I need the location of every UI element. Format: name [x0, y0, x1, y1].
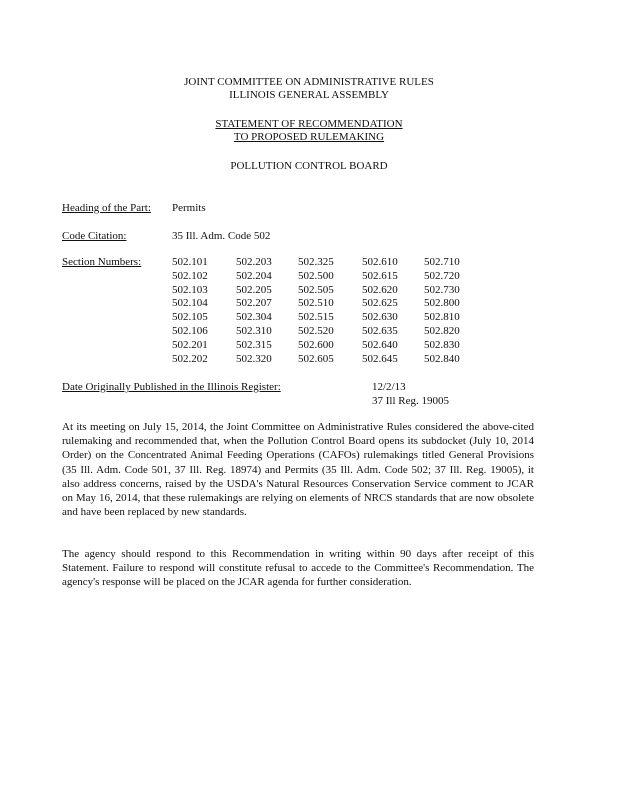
section-number: 502.204: [236, 269, 272, 282]
section-number: 502.103: [172, 283, 208, 296]
section-number: 502.520: [298, 324, 334, 337]
section-number: 502.207: [236, 297, 272, 310]
date-published-label: Date Originally Published in the Illinois Register:: [62, 381, 281, 393]
section-number: 502.510: [298, 297, 334, 310]
section-number: 502.304: [236, 311, 272, 324]
section-number: 502.710: [424, 256, 460, 268]
section-number: 502.505: [298, 283, 334, 296]
section-number: 502.205: [236, 283, 272, 296]
assembly-title: ILLINOIS GENERAL ASSEMBLY: [229, 89, 389, 101]
section-number: 502.635: [362, 324, 398, 337]
heading-of-part-label: Heading of the Part:: [62, 202, 151, 214]
section-number: 502.104: [172, 297, 208, 310]
statement-title: STATEMENT OF RECOMMENDATION: [215, 118, 403, 130]
section-number: 502.610: [362, 256, 398, 268]
section-number: 502.630: [362, 311, 398, 324]
section-number: 502.203: [236, 256, 272, 268]
section-number: 502.515: [298, 311, 334, 324]
agency-name: POLLUTION CONTROL BOARD: [230, 160, 388, 172]
section-number: 502.500: [298, 269, 334, 282]
section-number: 502.625: [362, 297, 398, 310]
section-number: 502.325: [298, 256, 334, 268]
heading-of-part-value: Permits: [172, 202, 206, 214]
section-number: 502.315: [236, 338, 272, 351]
section-number: 502.615: [362, 269, 398, 282]
section-number: 502.620: [362, 283, 398, 296]
section-number: 502.830: [424, 338, 460, 351]
response-paragraph: The agency should respond to this Recommendation in writing within 90 days after receipt of this Statement. Failure to respond will constitute refusal to accede to the Committee's Recommendation. The agency's response will be placed on the JCAR agenda for further consideration.: [62, 548, 534, 589]
section-number: 502.105: [172, 311, 208, 324]
section-number: 502.101: [172, 256, 208, 268]
section-number: 502.730: [424, 283, 460, 296]
section-number: 502.320: [236, 352, 272, 365]
statement-subtitle: TO PROPOSED RULEMAKING: [233, 131, 385, 143]
section-number: 502.605: [298, 352, 334, 365]
section-number: 502.102: [172, 269, 208, 282]
section-number: 502.820: [424, 324, 460, 337]
date-published-value: 12/2/13: [372, 381, 406, 393]
section-numbers-label: Section Numbers:: [62, 256, 142, 268]
code-citation-value: 35 Ill. Adm. Code 502: [172, 230, 271, 242]
committee-title: JOINT COMMITTEE ON ADMINISTRATIVE RULES: [184, 76, 434, 88]
code-citation-label: Code Citation:: [62, 230, 127, 242]
section-number: 502.600: [298, 338, 334, 351]
section-number: 502.106: [172, 324, 208, 337]
section-number: 502.810: [424, 311, 460, 324]
recommendation-paragraph: At its meeting on July 15, 2014, the Joint Committee on Administrative Rules considered the above-cited rulemaking and recommended that, when the Pollution Control Board opens its subdocket (July 10, 2014 Order) on the Concentrated Animal Feeding Operations (CAFOs) rulemakings titled General Provisions (35 Ill. Adm. Code 501, 37 Ill. Reg. 18974) and Permits (35 Ill. Adm. Code 502; 37 Ill. Reg. 19005), it also address concerns, raised by the USDA's Natural Resources Conservation Service comment to JCAR on May 16, 2014, that these rulemakings are relying on elements of NRCS standards that are now obsolete and have been replaced by new standards.: [62, 421, 534, 519]
section-number: 502.800: [424, 297, 460, 310]
section-number: 502.840: [424, 352, 460, 365]
section-number: 502.202: [172, 352, 208, 365]
section-number: 502.310: [236, 324, 272, 337]
section-numbers-grid: [172, 256, 484, 366]
section-number: 502.720: [424, 269, 460, 282]
section-number: 502.640: [362, 338, 398, 351]
register-citation: 37 Ill Reg. 19005: [372, 395, 449, 407]
section-number: 502.645: [362, 352, 398, 365]
section-number: 502.201: [172, 338, 208, 351]
